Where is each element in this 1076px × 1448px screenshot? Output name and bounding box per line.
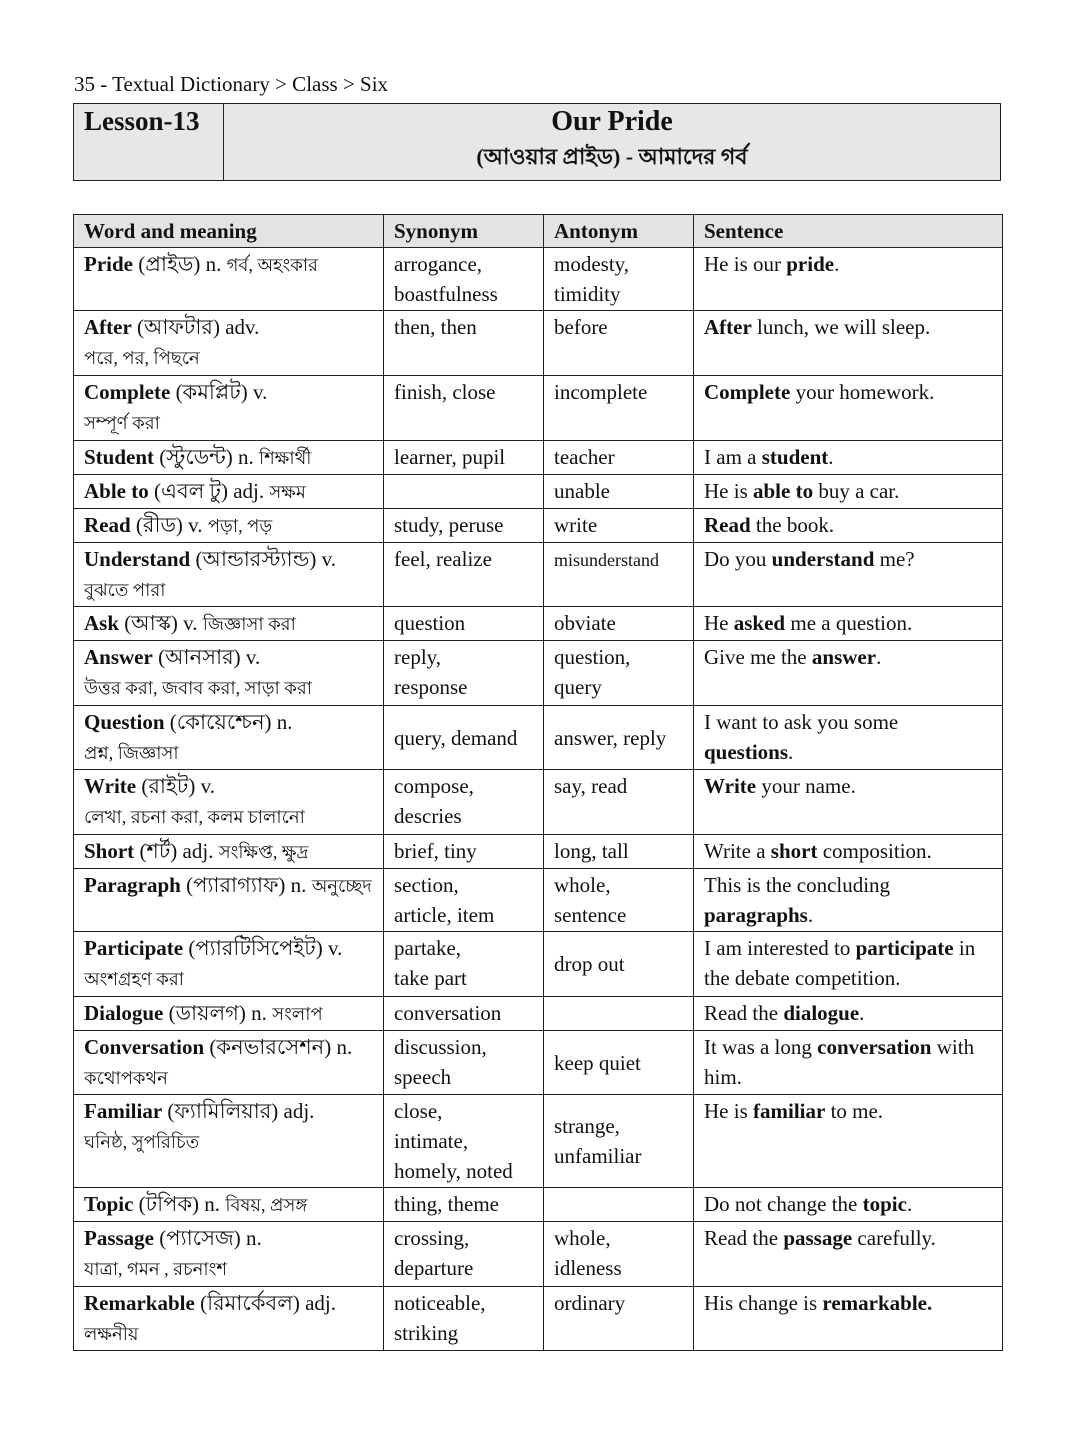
word-cell bbox=[74, 509, 384, 543]
sentence-cell bbox=[694, 641, 1003, 706]
word-pronunciation: (কমপ্লিট) v. bbox=[170, 380, 268, 404]
breadcrumb: 35 - Textual Dictionary > Class > Six bbox=[74, 72, 389, 96]
sentence-keyword: answer bbox=[811, 645, 877, 669]
sentence-text: I am a bbox=[704, 445, 762, 469]
sentence-keyword: Read bbox=[704, 513, 751, 537]
antonym-cell bbox=[544, 835, 694, 869]
word-term: Topic bbox=[84, 1192, 134, 1216]
sentence-text: His change is bbox=[704, 1291, 823, 1315]
synonym-cell-text: question bbox=[394, 611, 466, 635]
word-pronunciation: (ডায়লগ) n. bbox=[163, 1001, 273, 1025]
sentence-text: . bbox=[788, 740, 794, 764]
antonym-cell bbox=[544, 641, 694, 706]
synonym-cell bbox=[384, 311, 544, 376]
sentence-keyword: asked bbox=[733, 611, 786, 635]
synonym-cell-text: learner, pupil bbox=[394, 445, 506, 469]
table-row bbox=[74, 543, 1003, 607]
sentence-cell bbox=[694, 509, 1003, 543]
sentence-text: Read the bbox=[704, 1001, 784, 1025]
word-cell bbox=[74, 1222, 384, 1287]
word-cell bbox=[74, 1188, 384, 1222]
synonym-cell-text: compose, bbox=[394, 774, 474, 798]
sentence-text: . bbox=[828, 445, 834, 469]
word-pronunciation: (কনভারসেশন) n. bbox=[204, 1035, 353, 1059]
sentence-keyword: familiar bbox=[753, 1099, 826, 1123]
synonym-cell-text: study, peruse bbox=[394, 513, 504, 537]
word-cell bbox=[74, 770, 384, 835]
column-header: Antonym bbox=[544, 215, 694, 248]
word-meaning: পরে, পর, পিছনে bbox=[84, 348, 200, 368]
word-cell bbox=[74, 248, 384, 311]
sentence-cell bbox=[694, 706, 1003, 770]
sentence-text: buy a car. bbox=[813, 479, 900, 503]
table-row bbox=[74, 376, 1003, 441]
antonym-cell bbox=[544, 441, 694, 475]
word-term: Able to bbox=[84, 479, 149, 503]
word-cell bbox=[74, 706, 384, 770]
table-row bbox=[74, 1222, 1003, 1287]
antonym-cell-text: query bbox=[554, 675, 602, 699]
word-pronunciation: (ফ্যামিলিয়ার) adj. bbox=[162, 1099, 315, 1123]
column-header: Sentence bbox=[694, 215, 1003, 248]
sentence-keyword: Complete bbox=[704, 380, 791, 404]
sentence-text: He bbox=[704, 611, 734, 635]
word-cell bbox=[74, 441, 384, 475]
synonym-cell-text: take part bbox=[394, 966, 467, 990]
antonym-cell bbox=[544, 311, 694, 376]
word-pronunciation: (স্টুডেন্ট) n. bbox=[154, 445, 259, 469]
table-header-row bbox=[74, 215, 1003, 248]
synonym-cell bbox=[384, 376, 544, 441]
sentence-cell bbox=[694, 1188, 1003, 1222]
synonym-cell bbox=[384, 706, 544, 770]
table-row bbox=[74, 1287, 1003, 1351]
synonym-cell-text: response bbox=[394, 675, 468, 699]
word-term: Complete bbox=[84, 380, 171, 404]
synonym-cell-text: section, bbox=[394, 873, 459, 897]
antonym-cell-text: long, tall bbox=[554, 839, 629, 863]
sentence-text: me a question. bbox=[785, 611, 913, 635]
sentence-text: . bbox=[906, 1192, 913, 1216]
word-cell bbox=[74, 475, 384, 509]
word-meaning: গর্ব, অহংকার bbox=[226, 255, 318, 275]
word-pronunciation: (শর্ট) adj. bbox=[134, 839, 219, 863]
synonym-cell-text: conversation bbox=[394, 1001, 502, 1025]
word-cell bbox=[74, 311, 384, 376]
word-pronunciation: (আনসার) v. bbox=[152, 645, 261, 669]
synonym-cell-text: thing, theme bbox=[394, 1192, 499, 1216]
sentence-text: He is our bbox=[704, 252, 787, 276]
antonym-cell bbox=[544, 475, 694, 509]
word-pronunciation: (রাইট) v. bbox=[136, 774, 215, 798]
word-term: Write bbox=[84, 774, 137, 798]
sentence-cell bbox=[694, 441, 1003, 475]
sentence-keyword: Write bbox=[704, 774, 757, 798]
sentence-cell bbox=[694, 376, 1003, 441]
synonym-cell-text: finish, close bbox=[394, 380, 496, 404]
lesson-number: Lesson-13 bbox=[74, 104, 224, 180]
synonym-cell bbox=[384, 248, 544, 311]
sentence-text: I want to ask you some bbox=[704, 710, 899, 734]
synonym-cell bbox=[384, 932, 544, 997]
sentence-text: your homework. bbox=[790, 380, 935, 404]
sentence-keyword: After bbox=[704, 315, 752, 339]
word-meaning: যাত্রা, গমন , রচনাংশ bbox=[84, 1259, 228, 1279]
sentence-keyword: student bbox=[761, 445, 829, 469]
sentence-cell bbox=[694, 1222, 1003, 1287]
synonym-cell-text: query, demand bbox=[394, 725, 518, 750]
sentence-keyword: understand bbox=[771, 547, 875, 571]
sentence-text: . bbox=[876, 645, 882, 669]
table-row bbox=[74, 641, 1003, 706]
antonym-cell bbox=[544, 932, 694, 997]
synonym-cell-text: crossing, bbox=[394, 1226, 470, 1250]
word-pronunciation: (প্যারাগ্যাফ) n. bbox=[180, 873, 312, 897]
table-row bbox=[74, 311, 1003, 376]
antonym-cell-text: misunderstand bbox=[554, 550, 659, 570]
word-pronunciation: (আফটার) adv. bbox=[131, 315, 260, 339]
word-cell bbox=[74, 376, 384, 441]
antonym-cell bbox=[544, 607, 694, 641]
word-meaning: সম্পূর্ণ করা bbox=[84, 413, 160, 433]
sentence-cell bbox=[694, 1095, 1003, 1188]
antonym-cell-text: idleness bbox=[554, 1256, 622, 1280]
sentence-cell bbox=[694, 869, 1003, 932]
word-meaning: পড়া, পড় bbox=[207, 516, 273, 536]
synonym-cell bbox=[384, 1031, 544, 1095]
synonym-cell-text: article, item bbox=[394, 903, 495, 927]
synonym-cell-text: close, bbox=[394, 1099, 443, 1123]
word-term: Paragraph bbox=[84, 873, 181, 897]
word-term: Ask bbox=[84, 611, 120, 635]
sentence-text: carefully. bbox=[852, 1226, 936, 1250]
sentence-text: me? bbox=[874, 547, 915, 571]
antonym-cell-text: unable bbox=[554, 479, 610, 503]
sentence-text: He is bbox=[704, 479, 753, 503]
sentence-keyword: pride bbox=[786, 252, 835, 276]
antonym-cell-text: incomplete bbox=[554, 380, 648, 404]
antonym-cell-text: modesty, bbox=[554, 252, 630, 276]
word-cell bbox=[74, 641, 384, 706]
sentence-cell bbox=[694, 932, 1003, 997]
word-meaning: বুঝতে পারা bbox=[84, 580, 166, 600]
lesson-header bbox=[73, 103, 1001, 181]
sentence-text: your name. bbox=[756, 774, 856, 798]
sentence-text: composition. bbox=[817, 839, 932, 863]
synonym-cell-text: partake, bbox=[394, 936, 462, 960]
sentence-text: the book. bbox=[750, 513, 835, 537]
antonym-cell bbox=[544, 248, 694, 311]
column-header: Word and meaning bbox=[74, 215, 384, 248]
word-meaning: লক্ষনীয় bbox=[84, 1324, 139, 1344]
word-meaning: সক্ষম bbox=[269, 482, 306, 502]
antonym-cell-text: drop out bbox=[554, 952, 625, 976]
word-pronunciation: (আস্ক) v. bbox=[119, 611, 203, 635]
word-pronunciation: (টপিক) n. bbox=[133, 1192, 226, 1216]
word-cell bbox=[74, 1095, 384, 1188]
antonym-cell bbox=[544, 1287, 694, 1351]
antonym-cell-text: whole, bbox=[554, 873, 611, 897]
word-term: Answer bbox=[84, 645, 153, 669]
antonym-cell bbox=[544, 1031, 694, 1095]
word-pronunciation: (রীড) v. bbox=[130, 513, 208, 537]
sentence-keyword: conversation bbox=[817, 1035, 932, 1059]
word-meaning: প্রশ্ন, জিজ্ঞাসা bbox=[84, 743, 179, 763]
sentence-keyword: passage bbox=[783, 1226, 853, 1250]
antonym-cell bbox=[544, 543, 694, 607]
synonym-cell-text: descries bbox=[394, 804, 462, 828]
word-pronunciation: (এবল টু) adj. bbox=[148, 479, 270, 503]
sentence-cell bbox=[694, 997, 1003, 1031]
sentence-cell bbox=[694, 1287, 1003, 1351]
sentence-cell bbox=[694, 607, 1003, 641]
sentence-text: with him. bbox=[704, 1035, 975, 1089]
sentence-cell bbox=[694, 1031, 1003, 1095]
synonym-cell-text: then, then bbox=[394, 315, 477, 339]
synonym-cell bbox=[384, 835, 544, 869]
word-term: Student bbox=[84, 445, 155, 469]
word-meaning: লেখা, রচনা করা, কলম চালানো bbox=[84, 807, 305, 827]
antonym-cell-text: answer, reply bbox=[554, 725, 667, 750]
synonym-cell-text: striking bbox=[394, 1321, 459, 1345]
word-term: Question bbox=[84, 710, 165, 734]
lesson-subtitle: (আওয়ার প্রাইড) - আমাদের গর্ব bbox=[476, 144, 748, 169]
table-row bbox=[74, 869, 1003, 932]
synonym-cell bbox=[384, 1287, 544, 1351]
word-meaning: কথোপকথন bbox=[84, 1068, 168, 1088]
antonym-cell bbox=[544, 997, 694, 1031]
word-meaning: ঘনিষ্ঠ, সুপরিচিত bbox=[84, 1132, 200, 1152]
table-row bbox=[74, 835, 1003, 869]
sentence-keyword: paragraphs bbox=[704, 903, 808, 927]
sentence-text: Do you bbox=[704, 547, 772, 571]
table-row bbox=[74, 997, 1003, 1031]
antonym-cell-text: ordinary bbox=[554, 1291, 626, 1315]
word-term: Pride bbox=[84, 252, 133, 276]
sentence-text: It was a long bbox=[704, 1035, 818, 1059]
word-meaning: বিষয়, প্রসঙ্গ bbox=[225, 1195, 308, 1215]
word-cell bbox=[74, 997, 384, 1031]
antonym-cell bbox=[544, 1222, 694, 1287]
table-row bbox=[74, 475, 1003, 509]
table-row bbox=[74, 1031, 1003, 1095]
antonym-cell-text: teacher bbox=[554, 445, 615, 469]
sentence-keyword: short bbox=[770, 839, 818, 863]
antonym-cell bbox=[544, 869, 694, 932]
synonym-cell bbox=[384, 1188, 544, 1222]
synonym-cell-text: noticeable, bbox=[394, 1291, 486, 1315]
sentence-text: Do not change the bbox=[704, 1192, 863, 1216]
word-meaning: সংলাপ bbox=[272, 1004, 323, 1024]
sentence-text: in the debate competition. bbox=[704, 936, 976, 990]
sentence-cell bbox=[694, 248, 1003, 311]
word-meaning: অনুচ্ছেদ bbox=[311, 876, 372, 896]
word-term: After bbox=[84, 315, 132, 339]
synonym-cell-text: discussion, bbox=[394, 1035, 487, 1059]
table-row bbox=[74, 1095, 1003, 1188]
word-pronunciation: (রিমার্কেবল) adj. bbox=[194, 1291, 336, 1315]
synonym-cell bbox=[384, 641, 544, 706]
sentence-text: This is the concluding bbox=[704, 873, 891, 897]
antonym-cell-text: timidity bbox=[554, 282, 621, 306]
sentence-text: lunch, we will sleep. bbox=[751, 315, 931, 339]
sentence-text: He is bbox=[704, 1099, 753, 1123]
antonym-cell bbox=[544, 706, 694, 770]
column-header: Synonym bbox=[384, 215, 544, 248]
synonym-cell bbox=[384, 607, 544, 641]
word-term: Participate bbox=[84, 936, 184, 960]
sentence-text: I am interested to bbox=[704, 936, 856, 960]
table-row bbox=[74, 509, 1003, 543]
synonym-cell-text: feel, realize bbox=[394, 547, 492, 571]
synonym-cell-text: arrogance, bbox=[394, 252, 483, 276]
synonym-cell-text: reply, bbox=[394, 645, 442, 669]
sentence-keyword: able to bbox=[753, 479, 814, 503]
sentence-keyword: participate bbox=[855, 936, 954, 960]
antonym-cell-text: obviate bbox=[554, 611, 616, 635]
word-term: Remarkable bbox=[84, 1291, 195, 1315]
word-meaning: সংক্ষিপ্ত, ক্ষুদ্র bbox=[218, 842, 309, 862]
word-term: Read bbox=[84, 513, 131, 537]
word-pronunciation: (আন্ডারস্ট্যান্ড) v. bbox=[190, 547, 336, 571]
word-pronunciation: (প্যাসেজ) n. bbox=[154, 1226, 262, 1250]
synonym-cell-text: boastfulness bbox=[394, 282, 498, 306]
sentence-text: . bbox=[807, 903, 814, 927]
antonym-cell-text: sentence bbox=[554, 903, 627, 927]
word-term: Familiar bbox=[84, 1099, 163, 1123]
sentence-text: to me. bbox=[825, 1099, 884, 1123]
antonym-cell bbox=[544, 770, 694, 835]
word-term: Understand bbox=[84, 547, 191, 571]
synonym-cell-text: speech bbox=[394, 1065, 452, 1089]
synonym-cell bbox=[384, 1222, 544, 1287]
word-term: Conversation bbox=[84, 1035, 205, 1059]
table-row bbox=[74, 932, 1003, 997]
word-meaning: জিজ্ঞাসা করা bbox=[202, 614, 296, 634]
sentence-text: . bbox=[834, 252, 840, 276]
antonym-cell-text: write bbox=[554, 513, 598, 537]
word-cell bbox=[74, 543, 384, 607]
lesson-title-box bbox=[224, 104, 1000, 180]
word-pronunciation: (কোয়েশ্চেন) n. bbox=[164, 710, 293, 734]
table-row bbox=[74, 441, 1003, 475]
antonym-cell bbox=[544, 1095, 694, 1188]
sentence-cell bbox=[694, 835, 1003, 869]
sentence-cell bbox=[694, 770, 1003, 835]
sentence-text: Read the bbox=[704, 1226, 784, 1250]
synonym-cell bbox=[384, 869, 544, 932]
word-cell bbox=[74, 835, 384, 869]
synonym-cell bbox=[384, 543, 544, 607]
antonym-cell-text: whole, bbox=[554, 1226, 611, 1250]
word-pronunciation: (প্যারটিসিপেইট) v. bbox=[183, 936, 343, 960]
synonym-cell bbox=[384, 441, 544, 475]
antonym-cell bbox=[544, 376, 694, 441]
antonym-cell-text: keep quiet bbox=[554, 1050, 641, 1075]
word-meaning: শিক্ষার্থী bbox=[259, 448, 312, 468]
sentence-cell bbox=[694, 543, 1003, 607]
word-cell bbox=[74, 1031, 384, 1095]
synonym-cell bbox=[384, 475, 544, 509]
word-pronunciation: (প্রাইড) n. bbox=[132, 252, 227, 276]
word-cell bbox=[74, 932, 384, 997]
antonym-cell-text: strange, bbox=[554, 1114, 620, 1138]
sentence-text: Write a bbox=[704, 839, 771, 863]
word-meaning: অংশগ্রহণ করা bbox=[84, 969, 185, 989]
table-row bbox=[74, 248, 1003, 311]
synonym-cell-text: intimate, bbox=[394, 1129, 469, 1153]
sentence-keyword: remarkable. bbox=[822, 1291, 933, 1315]
synonym-cell-text: homely, noted bbox=[394, 1159, 513, 1183]
word-cell bbox=[74, 869, 384, 932]
antonym-cell-text: unfamiliar bbox=[554, 1144, 642, 1168]
word-cell bbox=[74, 607, 384, 641]
synonym-cell bbox=[384, 509, 544, 543]
synonym-cell bbox=[384, 1095, 544, 1188]
synonym-cell bbox=[384, 770, 544, 835]
synonym-cell bbox=[384, 997, 544, 1031]
sentence-keyword: questions bbox=[704, 740, 789, 764]
table-row bbox=[74, 706, 1003, 770]
sentence-text: . bbox=[859, 1001, 865, 1025]
sentence-keyword: dialogue bbox=[783, 1001, 860, 1025]
table-row bbox=[74, 770, 1003, 835]
antonym-cell-text: say, read bbox=[554, 774, 628, 798]
vocabulary-table bbox=[73, 214, 1003, 1351]
sentence-cell bbox=[694, 475, 1003, 509]
sentence-cell bbox=[694, 311, 1003, 376]
word-term: Short bbox=[84, 839, 135, 863]
table-row bbox=[74, 607, 1003, 641]
sentence-text: Give me the bbox=[704, 645, 812, 669]
table-row bbox=[74, 1188, 1003, 1222]
antonym-cell bbox=[544, 1188, 694, 1222]
word-meaning: উত্তর করা, জবাব করা, সাড়া করা bbox=[84, 678, 312, 698]
synonym-cell-text: brief, tiny bbox=[394, 839, 477, 863]
word-cell bbox=[74, 1287, 384, 1351]
sentence-keyword: topic bbox=[862, 1192, 907, 1216]
lesson-title: Our Pride bbox=[551, 106, 673, 137]
antonym-cell-text: question, bbox=[554, 645, 631, 669]
word-term: Passage bbox=[84, 1226, 154, 1250]
synonym-cell-text: departure bbox=[394, 1256, 474, 1280]
word-term: Dialogue bbox=[84, 1001, 164, 1025]
antonym-cell-text: before bbox=[554, 315, 608, 339]
antonym-cell bbox=[544, 509, 694, 543]
